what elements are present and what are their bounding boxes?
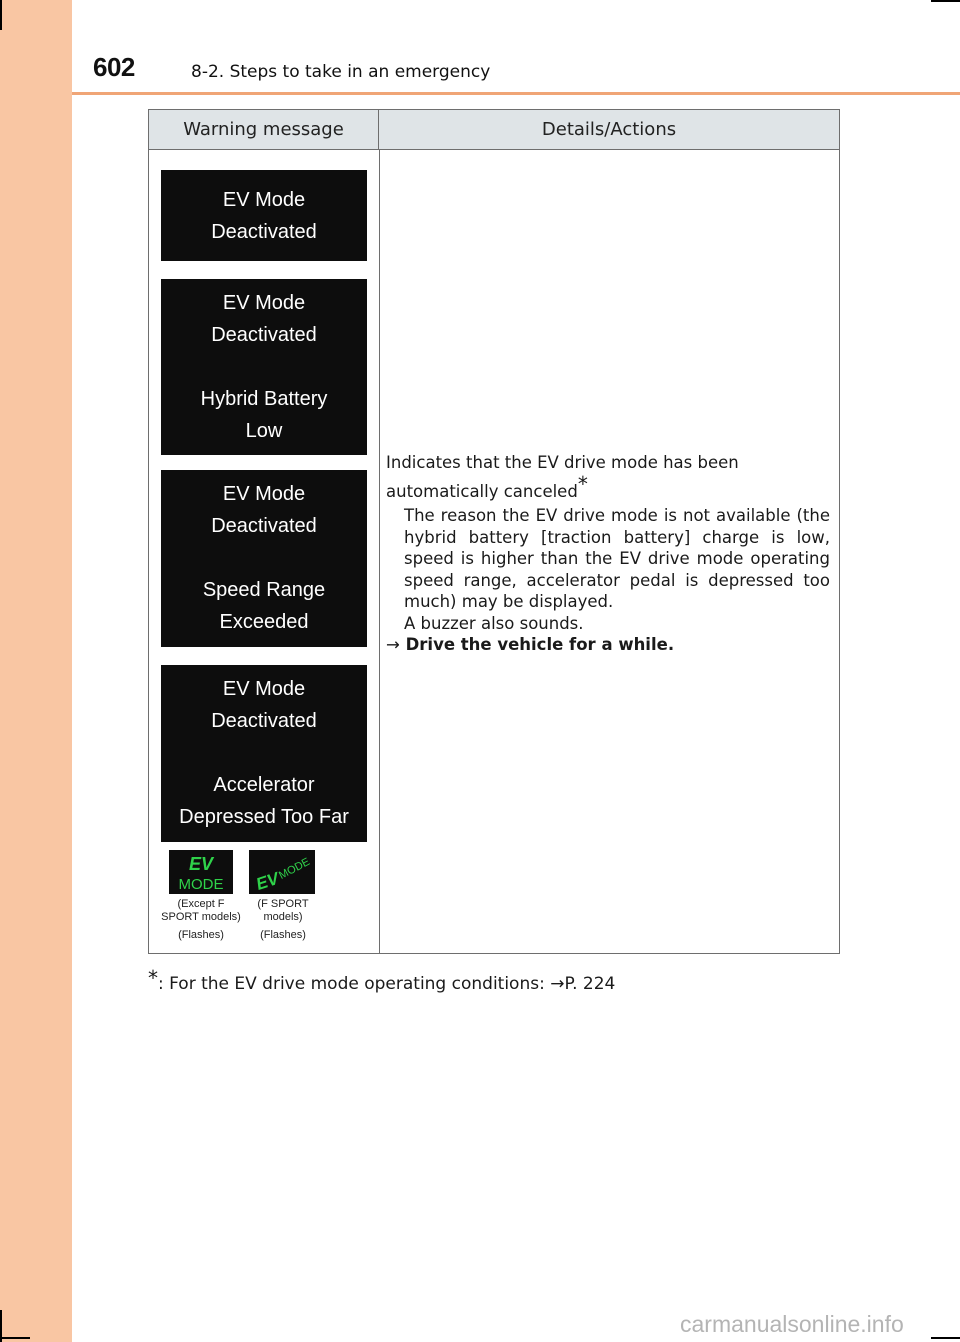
indicator-caption-fsport	[241, 898, 325, 942]
ev-icon-bottom-text: MODE	[178, 876, 224, 893]
watermark: carmanualsonline.info	[680, 1311, 904, 1337]
caption-line: (Flashes)	[260, 929, 306, 941]
warning-table	[148, 109, 840, 954]
side-band	[0, 0, 72, 1342]
crop-mark	[931, 0, 960, 2]
header-rule	[72, 92, 960, 95]
ev-icon-top-text: EV	[188, 854, 214, 874]
page-number: 602	[93, 52, 135, 82]
page-reference[interactable]: P. 224	[564, 974, 616, 994]
ev-mode-fsport-indicator-icon	[249, 850, 315, 894]
details-reason: The reason the EV drive mode is not available (the hybrid battery [traction battery] charge is low, speed is higher than the EV drive mode operating speed range, accelerator pedal is depressed too much) may be displayed.	[404, 506, 830, 611]
details-action-text: Drive the vehicle for a while.	[405, 635, 675, 654]
crop-mark	[931, 1337, 960, 1339]
message-line: Accelerator	[213, 774, 315, 796]
message-line: Low	[245, 420, 283, 442]
crop-mark	[0, 0, 2, 30]
message-line: EV Mode	[222, 292, 306, 314]
crop-mark	[0, 1337, 30, 1339]
footnote-marker: *	[577, 471, 588, 496]
warning-message-speed-range-exceeded	[161, 470, 367, 647]
details-actions	[386, 452, 830, 656]
message-line: Hybrid Battery	[200, 388, 328, 410]
ev-mode-indicator-icon	[169, 850, 233, 894]
message-line: Deactivated	[211, 324, 317, 346]
caption-line: (F SPORT	[257, 898, 309, 910]
message-line: EV Mode	[222, 678, 306, 700]
details-intro-text: Indicates that the EV drive mode has been automatically canceled	[386, 453, 739, 501]
ev-icon-top-text: EV	[253, 868, 282, 894]
caption-line: (Flashes)	[178, 929, 224, 941]
warning-message-hybrid-battery-low	[161, 279, 367, 455]
arrow-icon: →	[550, 974, 565, 994]
column-header-details: Details/Actions	[379, 110, 839, 150]
details-buzzer: A buzzer also sounds.	[404, 613, 584, 633]
caption-line: SPORT models)	[161, 911, 241, 923]
column-divider	[379, 150, 380, 953]
message-line: EV Mode	[222, 189, 306, 211]
message-line: Deactivated	[211, 221, 317, 243]
message-line: Deactivated	[211, 515, 317, 537]
message-line: Depressed Too Far	[179, 806, 349, 828]
column-header-warning: Warning message	[149, 110, 379, 150]
section-title: 8-2. Steps to take in an emergency	[191, 62, 491, 82]
footnote-marker: *	[148, 966, 158, 990]
caption-line: models)	[263, 911, 303, 923]
ev-icon-bottom-text: MODE	[277, 855, 312, 882]
footnote-text: : For the EV drive mode operating conditions:	[158, 974, 551, 994]
message-line: Speed Range	[202, 579, 326, 601]
details-action	[386, 634, 830, 656]
caption-line: (Except F	[177, 898, 225, 910]
message-gap	[161, 542, 367, 574]
warning-message-ev-deactivated	[161, 170, 367, 261]
details-intro	[386, 452, 830, 502]
message-line: Deactivated	[211, 710, 317, 732]
footnote	[148, 966, 615, 994]
message-gap	[161, 737, 367, 769]
message-gap	[161, 351, 367, 383]
arrow-icon: →	[386, 635, 400, 654]
message-line: EV Mode	[222, 483, 306, 505]
message-line: Exceeded	[219, 611, 309, 633]
warning-message-accelerator-depressed	[161, 665, 367, 842]
indicator-caption-standard	[157, 898, 245, 942]
